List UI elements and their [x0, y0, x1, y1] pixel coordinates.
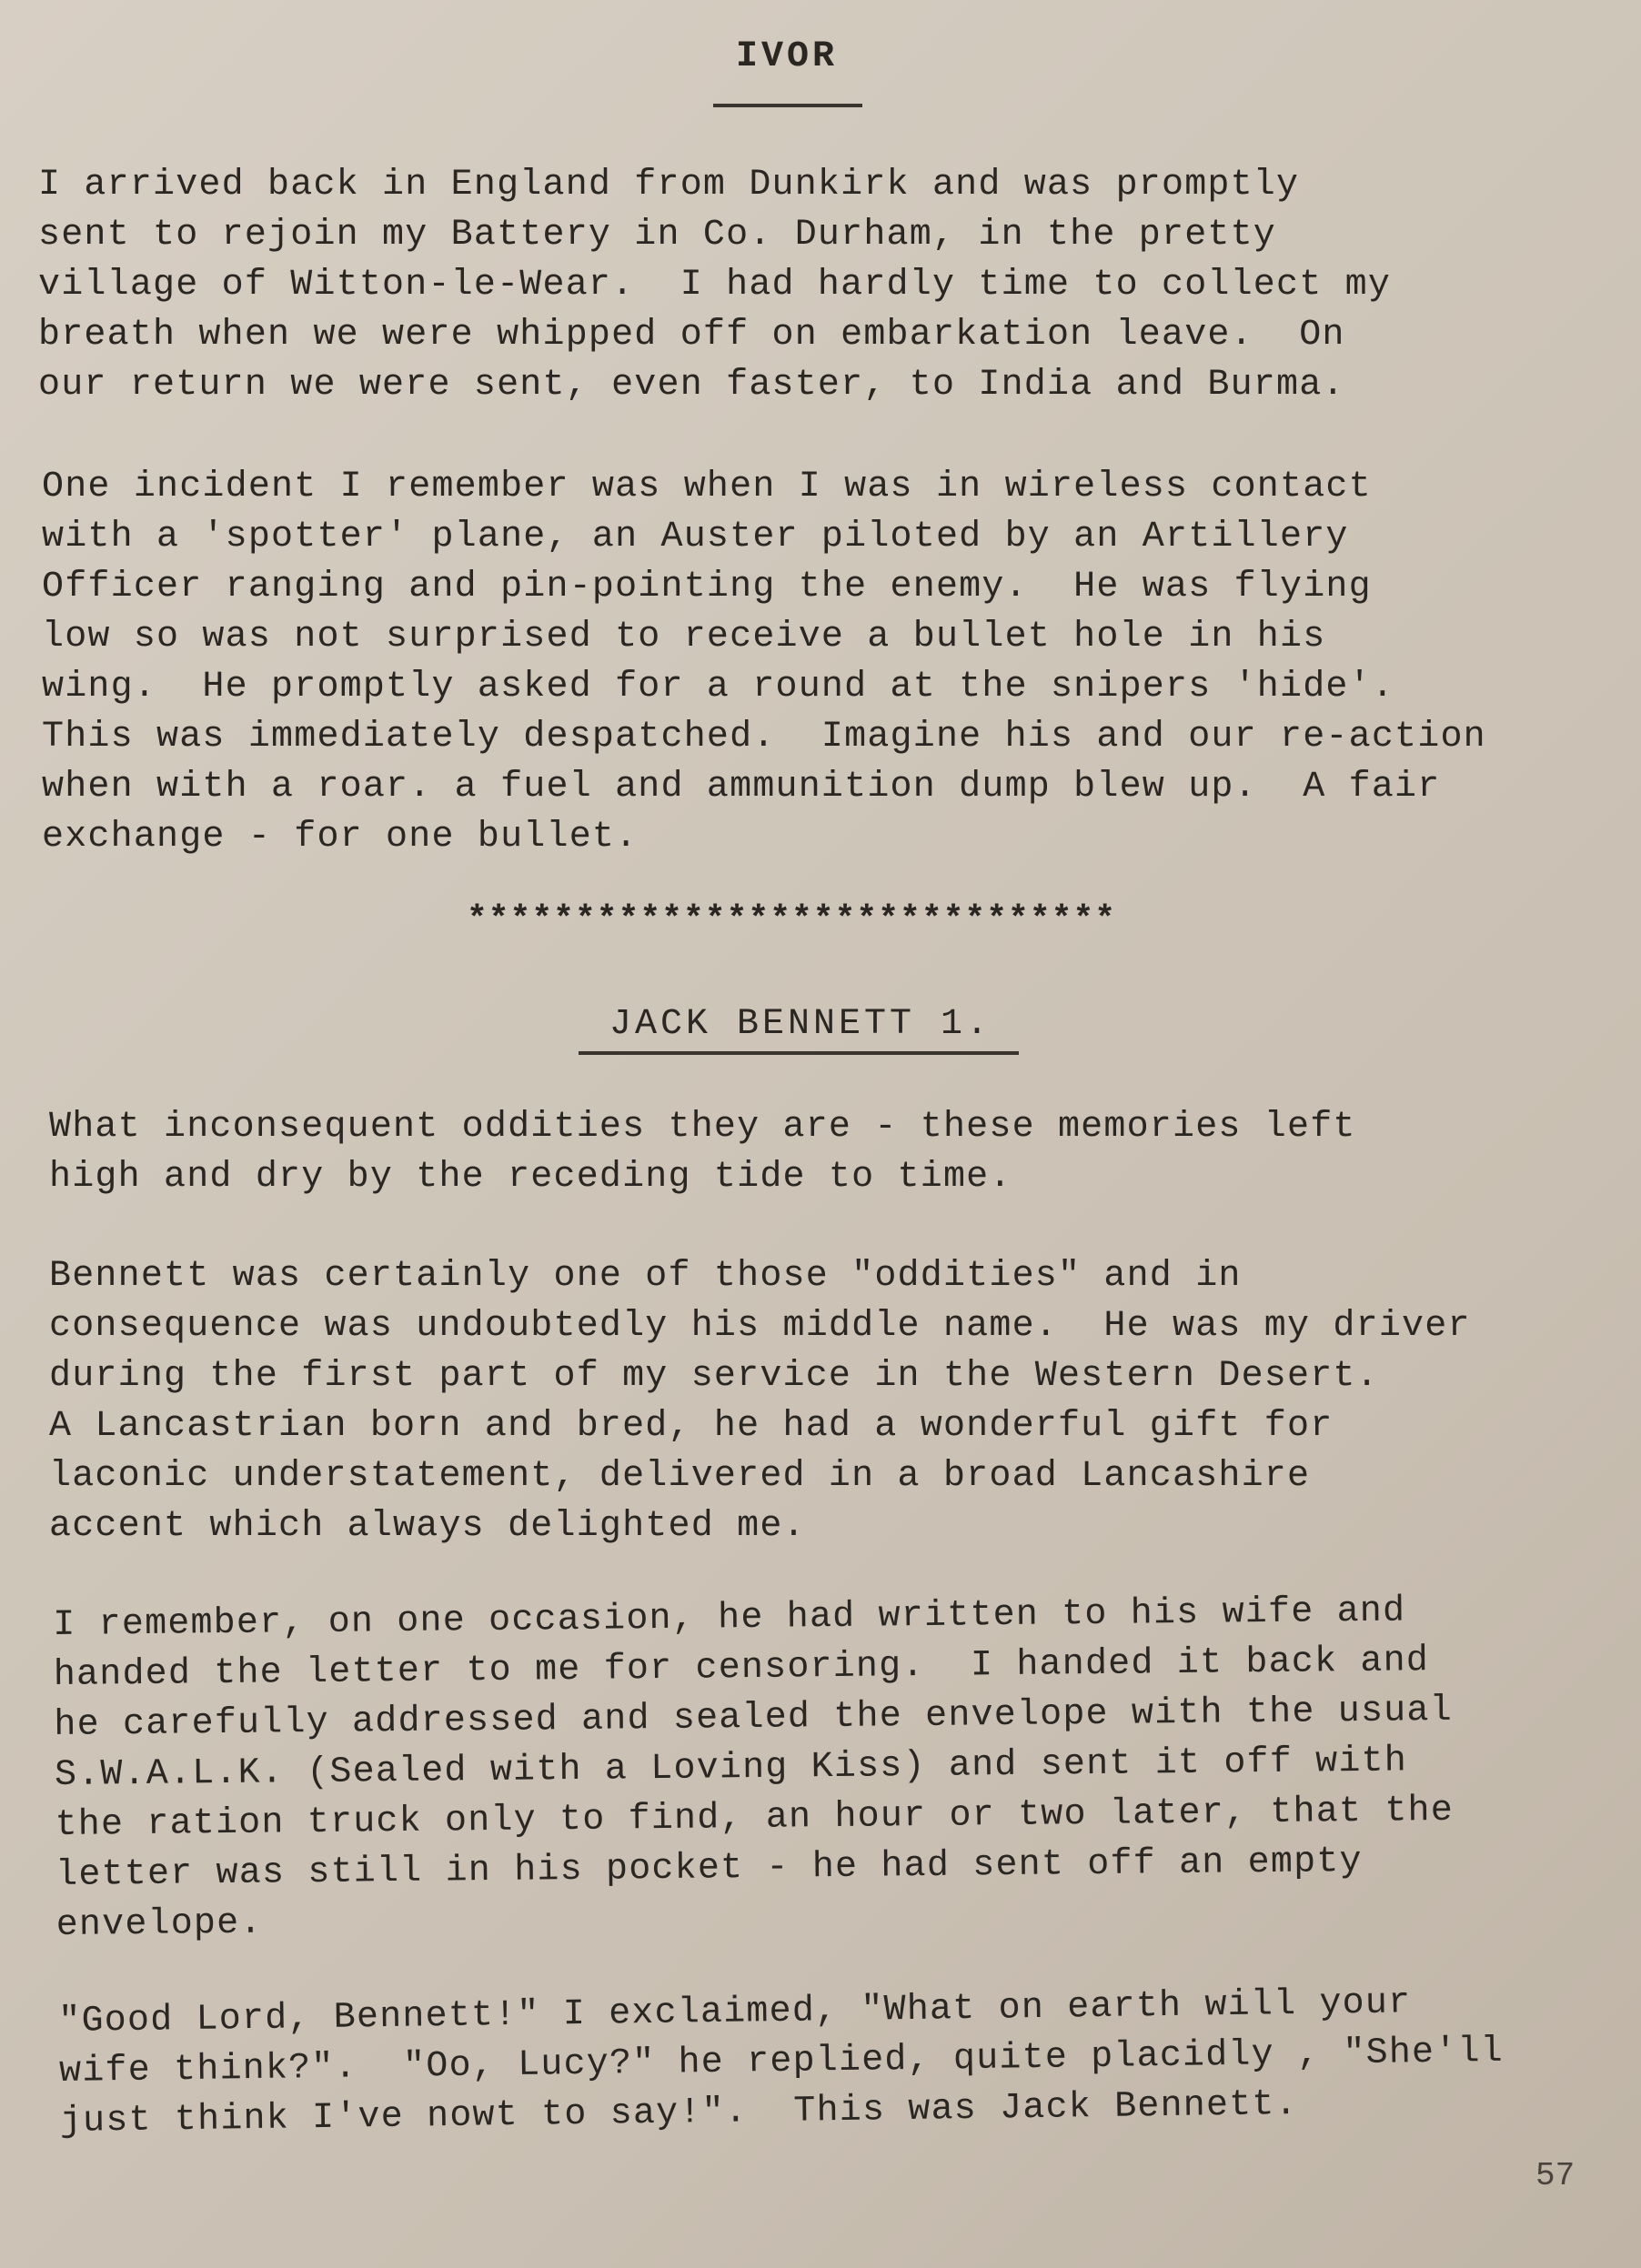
section-title-jack-bennett: JACK BENNETT 1.: [609, 1004, 992, 1045]
paragraph-jack-3: I remember, on one occasion, he had written to his wife and handed the letter to me for censoring. I handed it back and he carefully addressed and sealed the envelope with the usual S.W.A.L.K. (Sealed with a Loving Kiss) and sent it off with the ration truck only to find, an hour or two later, that the letter was still in his pocket - he had sent off an empty envelope.: [53, 1591, 1455, 1946]
paragraph-jack-4: "Good Lord, Bennett!" I exclaimed, "What on earth will your wife think?". "Oo, Lucy?" he replied, quite placidly , "She'll just think I've nowt to say!". This was Jack Bennett.: [58, 1982, 1505, 2143]
section-title-ivor: IVOR: [735, 36, 838, 77]
page-number: 57: [1535, 2157, 1576, 2194]
paragraph-ivor-1: I arrived back in England from Dunkirk and was promptly sent to rejoin my Battery in Co. Durham, in the pretty village of Witton-le-Wear. I had hardly time to collect my breath when we were whipped off on embarkation leave. On our return we were sent, even faster, to India and Burma.: [38, 165, 1392, 406]
title-underline: [579, 1051, 1019, 1055]
paragraph-jack-2: Bennett was certainly one of those "oddities" and in consequence was undoubtedly his middle name. He was my driver during the first part of my service in the Western Desert. A Lancastrian born and bred, he had a wonderful gift for laconic understatement, delivered in a broad Lancashire accent which always delighted me.: [49, 1256, 1471, 1547]
paragraph-jack-1: What inconsequent oddities they are - these memories left high and dry by the receding tide to time.: [49, 1107, 1356, 1198]
paragraph-ivor-2: One incident I remember was when I was in wireless contact with a 'spotter' plane, an Auster piloted by an Artillery Officer ranging and pin-pointing the enemy. He was flying low so was not surprised to receive a bullet hole in his wing. He promptly asked for a round at the snipers 'hide'. This was immediately despatched. Imagine his and our re-action when with a roar. a fuel and ammunition dump blew up. A fair exchange - for one bullet.: [42, 467, 1486, 858]
asterisk-divider: ******************************: [466, 900, 1117, 939]
title-underline: [713, 104, 862, 107]
